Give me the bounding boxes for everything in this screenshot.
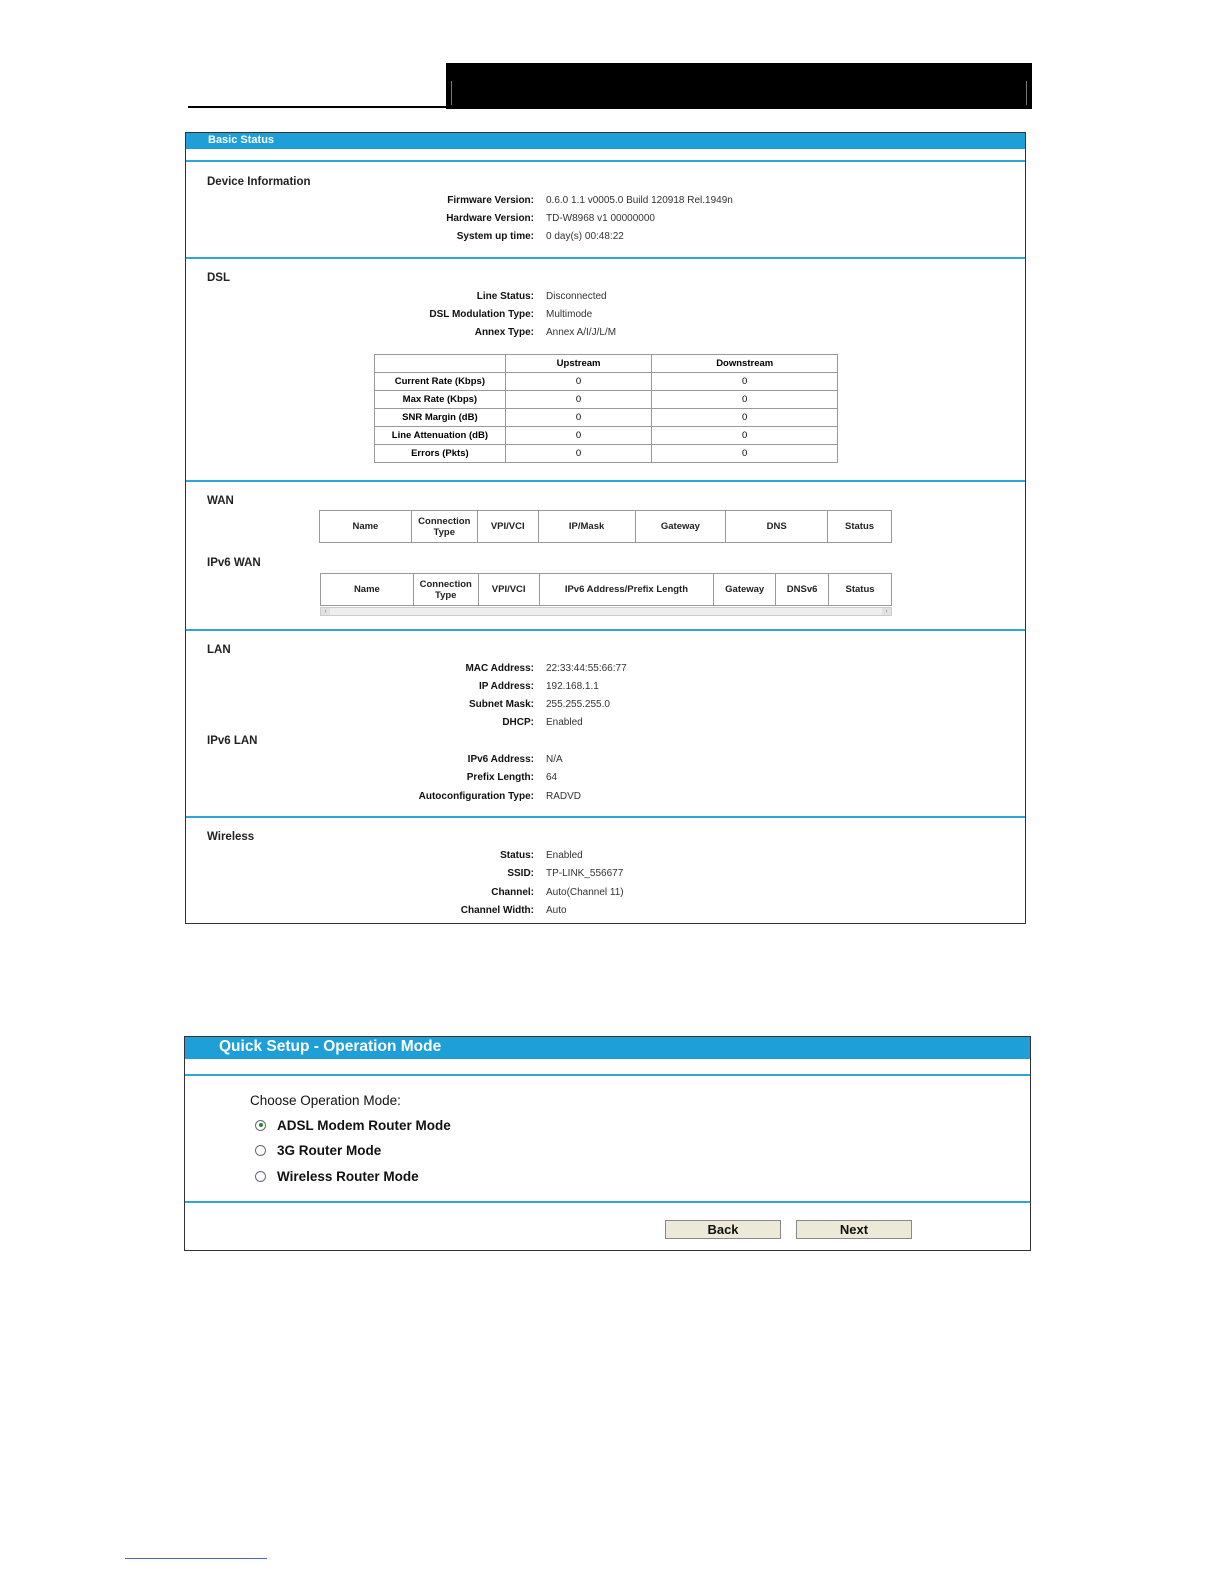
table-header-cell: Downstream <box>652 355 838 373</box>
system-uptime-label: System up time: <box>456 231 534 242</box>
row-label: SNR Margin (dB) <box>375 409 506 427</box>
annex-type-label: Annex Type: <box>474 327 534 338</box>
radio-icon[interactable] <box>255 1171 266 1182</box>
ipv6-wan-col-vpi-vci: VPI/VCI <box>478 574 539 606</box>
upstream-cell: 0 <box>505 391 652 409</box>
downstream-cell: 0 <box>652 409 838 427</box>
wireless-status-label: Status: <box>500 850 534 861</box>
ipv6-wan-col-address: IPv6 Address/Prefix Length <box>539 574 714 606</box>
upstream-cell: 0 <box>505 409 652 427</box>
subnet-mask-label: Subnet Mask: <box>468 699 534 710</box>
wan-col-ip-mask: IP/Mask <box>538 511 635 543</box>
divider <box>186 629 1025 631</box>
row-label: Current Rate (Kbps) <box>375 373 506 391</box>
row-label: Line Attenuation (dB) <box>375 427 506 445</box>
line-status-value: Disconnected <box>546 291 607 302</box>
downstream-cell: 0 <box>652 391 838 409</box>
next-button[interactable]: Next <box>796 1220 912 1239</box>
row-label: Errors (Pkts) <box>375 445 506 463</box>
table-header-row <box>375 355 838 373</box>
ssid-value: TP-LINK_556677 <box>546 868 624 879</box>
autoconfig-type-value: RADVD <box>546 791 582 802</box>
option-label: 3G Router Mode <box>277 1142 382 1158</box>
ipv6-address-value: N/A <box>546 754 563 765</box>
row-label: Max Rate (Kbps) <box>375 391 506 409</box>
channel-width-value: Auto <box>546 905 567 916</box>
system-uptime-value: 0 day(s) 00:48:22 <box>546 231 624 242</box>
table-header-cell: Upstream <box>505 355 652 373</box>
hardware-version-value: TD-W8968 v1 00000000 <box>546 213 655 224</box>
option-3g-router[interactable] <box>255 1141 381 1159</box>
ipv6-wan-col-dnsv6: DNSv6 <box>776 574 829 606</box>
option-label: Wireless Router Mode <box>277 1168 419 1184</box>
scroll-right-icon[interactable]: › <box>882 608 891 615</box>
wan-heading: WAN <box>207 495 234 507</box>
dhcp-value: Enabled <box>546 717 583 728</box>
ipv6-wan-heading: IPv6 WAN <box>207 557 261 569</box>
prefix-length-label: Prefix Length: <box>466 772 534 783</box>
autoconfig-type-label: Autoconfiguration Type: <box>418 791 534 802</box>
dsl-modulation-label: DSL Modulation Type: <box>429 309 534 320</box>
table-row <box>375 373 838 391</box>
option-wireless-router[interactable] <box>255 1167 419 1185</box>
option-adsl-modem-router[interactable] <box>255 1116 451 1134</box>
wireless-heading: Wireless <box>207 831 255 843</box>
firmware-version-label: Firmware Version: <box>447 195 534 206</box>
wan-col-vpi-vci: VPI/VCI <box>477 511 538 543</box>
divider <box>185 1074 1030 1076</box>
ip-address-label: IP Address: <box>478 681 534 692</box>
divider <box>186 480 1025 482</box>
dhcp-label: DHCP: <box>502 717 534 728</box>
wan-col-status: Status <box>828 511 892 543</box>
table-header-row <box>320 511 892 543</box>
downstream-cell: 0 <box>652 373 838 391</box>
lan-heading: LAN <box>207 644 231 656</box>
wan-table <box>319 510 892 543</box>
ipv6-wan-col-gateway: Gateway <box>714 574 776 606</box>
wireless-status-value: Enabled <box>546 850 583 861</box>
wan-col-name: Name <box>320 511 412 543</box>
subnet-mask-value: 255.255.255.0 <box>546 699 610 710</box>
mac-address-label: MAC Address: <box>465 663 534 674</box>
basic-status-title: Basic Status <box>208 134 275 146</box>
radio-selected-icon[interactable] <box>255 1120 266 1131</box>
channel-label: Channel: <box>491 887 534 898</box>
upstream-cell: 0 <box>505 445 652 463</box>
divider <box>186 257 1025 259</box>
table-header-row <box>321 574 892 606</box>
header-tick-left <box>451 81 452 105</box>
downstream-cell: 0 <box>652 445 838 463</box>
page-header-rule <box>188 106 446 108</box>
annex-type-value: Annex A/I/J/L/M <box>546 327 617 338</box>
dsl-stats-table <box>374 354 838 463</box>
ipv6-wan-col-connection-type: Connection Type <box>413 574 478 606</box>
hardware-version-label: Hardware Version: <box>446 213 534 224</box>
ip-address-value: 192.168.1.1 <box>546 681 599 692</box>
ipv6-wan-scrollbar[interactable] <box>320 607 892 616</box>
upstream-cell: 0 <box>505 373 652 391</box>
quick-setup-panel <box>184 1036 1031 1251</box>
radio-icon[interactable] <box>255 1145 266 1156</box>
divider <box>185 1201 1030 1203</box>
header-tick-right <box>1026 81 1027 105</box>
quick-setup-title: Quick Setup - Operation Mode <box>219 1038 442 1055</box>
option-label: ADSL Modem Router Mode <box>277 1117 451 1133</box>
quick-setup-title-bar <box>185 1037 1030 1059</box>
upstream-cell: 0 <box>505 427 652 445</box>
line-status-label: Line Status: <box>476 291 534 302</box>
device-info-heading: Device Information <box>207 176 311 188</box>
dsl-heading: DSL <box>207 272 230 284</box>
channel-width-label: Channel Width: <box>460 905 534 916</box>
dsl-modulation-value: Multimode <box>546 309 593 320</box>
table-row <box>375 445 838 463</box>
page-header-bar <box>446 63 1032 109</box>
prefix-length-value: 64 <box>546 772 558 783</box>
table-header-cell <box>375 355 506 373</box>
ipv6-wan-table <box>320 573 892 606</box>
divider <box>186 816 1025 818</box>
choose-mode-prompt: Choose Operation Mode: <box>250 1093 401 1108</box>
footer-link-rule <box>125 1558 267 1559</box>
table-row <box>375 427 838 445</box>
table-row <box>375 409 838 427</box>
wan-col-dns: DNS <box>726 511 828 543</box>
downstream-cell: 0 <box>652 427 838 445</box>
firmware-version-value: 0.6.0 1.1 v0005.0 Build 120918 Rel.1949n <box>546 195 733 206</box>
back-button[interactable]: Back <box>665 1220 781 1239</box>
basic-status-panel <box>185 132 1026 924</box>
wan-col-gateway: Gateway <box>635 511 726 543</box>
mac-address-value: 22:33:44:55:66:77 <box>546 663 627 674</box>
ipv6-lan-heading: IPv6 LAN <box>207 735 258 747</box>
wan-col-connection-type: Connection Type <box>411 511 477 543</box>
ipv6-wan-col-name: Name <box>321 574 414 606</box>
basic-status-title-bar <box>186 133 1025 149</box>
divider <box>186 160 1025 162</box>
ssid-label: SSID: <box>507 868 534 879</box>
channel-value: Auto(Channel 11) <box>546 887 624 898</box>
ipv6-wan-col-status: Status <box>829 574 892 606</box>
table-row <box>375 391 838 409</box>
ipv6-address-label: IPv6 Address: <box>467 754 534 765</box>
scroll-left-icon[interactable]: ‹ <box>321 608 330 615</box>
